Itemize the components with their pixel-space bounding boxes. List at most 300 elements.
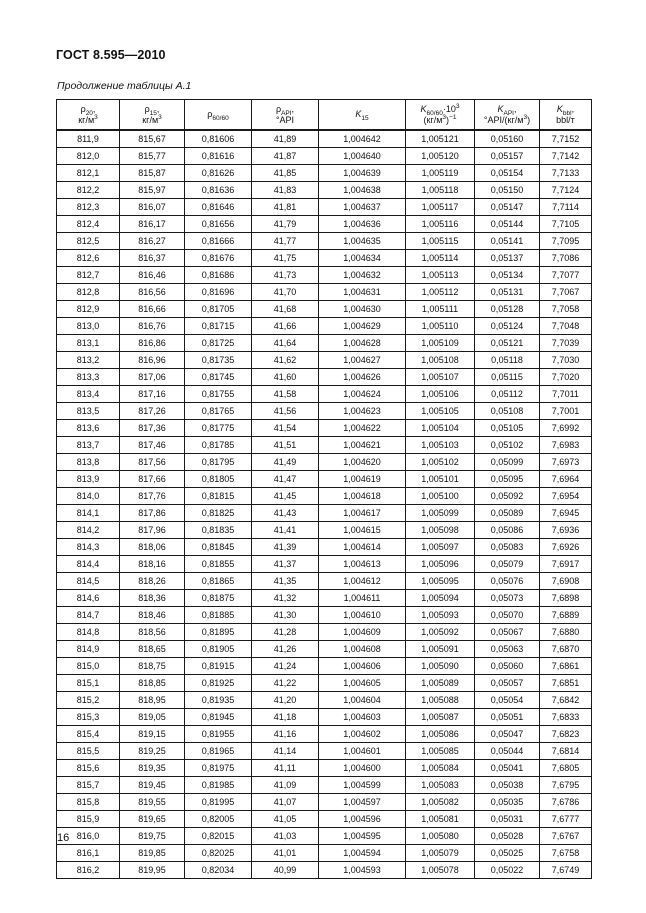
table-cell: 1,004618 xyxy=(319,488,406,505)
table-cell: 818,95 xyxy=(120,692,185,709)
table-cell: 1,004640 xyxy=(319,148,406,165)
table-cell: 815,87 xyxy=(120,165,185,182)
table-cell: 819,25 xyxy=(120,743,185,760)
table-cell: 813,8 xyxy=(57,454,120,471)
table-cell: 0,81745 xyxy=(185,369,252,386)
table-cell: 41,54 xyxy=(252,420,319,437)
table-cell: 815,5 xyxy=(57,743,120,760)
table-cell: 1,004608 xyxy=(319,641,406,658)
table-cell: 0,05105 xyxy=(475,420,540,437)
table-cell: 0,81705 xyxy=(185,301,252,318)
table-cell: 1,005080 xyxy=(406,828,475,845)
table-row xyxy=(57,505,592,522)
table-cell: 0,81925 xyxy=(185,675,252,692)
table-cell: 0,81775 xyxy=(185,420,252,437)
table-cell: 814,9 xyxy=(57,641,120,658)
table-row xyxy=(57,539,592,556)
table-cell: 0,05112 xyxy=(475,386,540,403)
table-cell: 0,05137 xyxy=(475,250,540,267)
table-row xyxy=(57,607,592,624)
table-cell: 41,64 xyxy=(252,335,319,352)
table-cell: 1,005088 xyxy=(406,692,475,709)
table-cell: 818,36 xyxy=(120,590,185,607)
column-header xyxy=(540,100,592,131)
table-cell: 7,6749 xyxy=(540,862,592,879)
header-symbol-line xyxy=(57,104,119,115)
table-cell: 41,75 xyxy=(252,250,319,267)
header-unit-sup: 3 xyxy=(158,113,162,121)
table-cell: 1,005093 xyxy=(406,607,475,624)
table-cell: 812,0 xyxy=(57,148,120,165)
table-cell: 7,6880 xyxy=(540,624,592,641)
table-cell: 7,7067 xyxy=(540,284,592,301)
table-cell: 818,26 xyxy=(120,573,185,590)
header-subscript: API xyxy=(503,109,514,117)
table-cell: 0,81755 xyxy=(185,386,252,403)
table-cell: 1,005117 xyxy=(406,199,475,216)
table-cell: 41,81 xyxy=(252,199,319,216)
table-cell: 813,4 xyxy=(57,386,120,403)
table-cell: 1,004605 xyxy=(319,675,406,692)
table-cell: 812,3 xyxy=(57,199,120,216)
table-cell: 1,005107 xyxy=(406,369,475,386)
table-row xyxy=(57,148,592,165)
table-cell: 7,6954 xyxy=(540,488,592,505)
table-cell: 7,6758 xyxy=(540,845,592,862)
table-cell: 41,56 xyxy=(252,403,319,420)
table-cell: 7,6795 xyxy=(540,777,592,794)
table-row xyxy=(57,352,592,369)
table-cell: 0,81735 xyxy=(185,352,252,369)
table-row xyxy=(57,130,592,148)
table-cell: 1,005118 xyxy=(406,182,475,199)
table-cell: 0,81845 xyxy=(185,539,252,556)
table-cell: 1,004611 xyxy=(319,590,406,607)
table-cell: 816,37 xyxy=(120,250,185,267)
table-cell: 0,05099 xyxy=(475,454,540,471)
table-cell: 1,005096 xyxy=(406,556,475,573)
table-cell: 0,05108 xyxy=(475,403,540,420)
table-cell: 0,81696 xyxy=(185,284,252,301)
header-symbol: ρ xyxy=(207,109,213,119)
table-cell: 0,05102 xyxy=(475,437,540,454)
header-symbol-line xyxy=(406,104,474,115)
table-cell: 41,66 xyxy=(252,318,319,335)
table-cell: 815,77 xyxy=(120,148,185,165)
table-cell: 1,004609 xyxy=(319,624,406,641)
table-cell: 7,7077 xyxy=(540,267,592,284)
table-row xyxy=(57,743,592,760)
header-tail: , xyxy=(92,103,96,114)
table-cell: 0,81825 xyxy=(185,505,252,522)
table-row xyxy=(57,692,592,709)
header-tail: ·10 xyxy=(442,103,456,114)
header-unit: (кг/м xyxy=(423,114,443,125)
table-cell: 0,05157 xyxy=(475,148,540,165)
table-cell: 7,7058 xyxy=(540,301,592,318)
table-cell: 0,05070 xyxy=(475,607,540,624)
table-cell: 0,05128 xyxy=(475,301,540,318)
table-cell: 41,60 xyxy=(252,369,319,386)
table-cell: 41,01 xyxy=(252,845,319,862)
table-cell: 1,004628 xyxy=(319,335,406,352)
table-cell: 0,81785 xyxy=(185,437,252,454)
table-cell: 41,11 xyxy=(252,760,319,777)
table-cell: 7,6767 xyxy=(540,828,592,845)
table-cell: 815,97 xyxy=(120,182,185,199)
header-unit: bbl/т xyxy=(556,114,575,125)
table-row xyxy=(57,454,592,471)
header-symbol-line xyxy=(252,104,318,115)
table-cell: 0,81815 xyxy=(185,488,252,505)
table-cell: 7,6861 xyxy=(540,658,592,675)
table-row xyxy=(57,573,592,590)
header-unit-line xyxy=(540,115,591,126)
table-row xyxy=(57,709,592,726)
table-cell: 1,005099 xyxy=(406,505,475,522)
table-cell: 1,004623 xyxy=(319,403,406,420)
table-cell: 819,55 xyxy=(120,794,185,811)
table-cell: 1,004626 xyxy=(319,369,406,386)
header-unit-line xyxy=(120,115,184,126)
table-cell: 0,05047 xyxy=(475,726,540,743)
table-row xyxy=(57,250,592,267)
header-subscript: bbl xyxy=(562,109,572,117)
header-unit: кг/м xyxy=(142,114,159,125)
table-cell: 0,81626 xyxy=(185,165,252,182)
table-cell: 817,56 xyxy=(120,454,185,471)
table-cell: 1,005087 xyxy=(406,709,475,726)
table-cell: 1,005100 xyxy=(406,488,475,505)
header-symbol: ρ xyxy=(80,103,86,114)
table-cell: 0,05073 xyxy=(475,590,540,607)
table-row xyxy=(57,301,592,318)
table-row xyxy=(57,794,592,811)
table-cell: 813,5 xyxy=(57,403,120,420)
table-cell: 814,4 xyxy=(57,556,120,573)
table-cell: 41,32 xyxy=(252,590,319,607)
table-cell: 818,46 xyxy=(120,607,185,624)
table-cell: 818,16 xyxy=(120,556,185,573)
table-cell: 7,6786 xyxy=(540,794,592,811)
table-cell: 0,05118 xyxy=(475,352,540,369)
table-cell: 1,005112 xyxy=(406,284,475,301)
table-cell: 7,7048 xyxy=(540,318,592,335)
table-cell: 815,4 xyxy=(57,726,120,743)
table-cell: 0,05095 xyxy=(475,471,540,488)
table-cell: 814,5 xyxy=(57,573,120,590)
table-row xyxy=(57,233,592,250)
table-cell: 817,86 xyxy=(120,505,185,522)
page-number: 16 xyxy=(57,832,70,844)
table-cell: 815,1 xyxy=(57,675,120,692)
table-cell: 0,81855 xyxy=(185,556,252,573)
table-cell: 1,005082 xyxy=(406,794,475,811)
header-unit-line xyxy=(252,115,318,126)
header-symbol-line xyxy=(185,109,251,120)
table-cell: 1,005094 xyxy=(406,590,475,607)
table-cell: 0,81666 xyxy=(185,233,252,250)
table-cell: 817,46 xyxy=(120,437,185,454)
table-cell: 1,004630 xyxy=(319,301,406,318)
table-cell: 815,6 xyxy=(57,760,120,777)
table-row xyxy=(57,199,592,216)
table-cell: 0,82015 xyxy=(185,828,252,845)
table-cell: 7,6851 xyxy=(540,675,592,692)
table-cell: 41,89 xyxy=(252,130,319,148)
table-cell: 1,004624 xyxy=(319,386,406,403)
table-cell: 41,22 xyxy=(252,675,319,692)
table-cell: 1,004620 xyxy=(319,454,406,471)
table-cell: 819,15 xyxy=(120,726,185,743)
table-cell: 0,81616 xyxy=(185,148,252,165)
header-unit-tail: ) xyxy=(527,114,531,125)
table-cell: 815,3 xyxy=(57,709,120,726)
table-cell: 816,17 xyxy=(120,216,185,233)
table-cell: 1,005113 xyxy=(406,267,475,284)
header-unit: кг/м xyxy=(78,114,95,125)
table-cell: 0,05160 xyxy=(475,130,540,148)
header-unit-sup: 3 xyxy=(442,113,447,121)
table-cell: 1,004621 xyxy=(319,437,406,454)
table-cell: 0,81686 xyxy=(185,267,252,284)
table-cell: 817,16 xyxy=(120,386,185,403)
table-cell: 816,0 xyxy=(57,828,120,845)
table-cell: 41,26 xyxy=(252,641,319,658)
table-cell: 1,004599 xyxy=(319,777,406,794)
table-cell: 817,66 xyxy=(120,471,185,488)
table-cell: 1,004642 xyxy=(319,130,406,148)
table-cell: 0,05144 xyxy=(475,216,540,233)
table-cell: 815,7 xyxy=(57,777,120,794)
table-cell: 1,005097 xyxy=(406,539,475,556)
header-tail: , xyxy=(571,103,575,114)
table-cell: 7,6814 xyxy=(540,743,592,760)
table-cell: 816,66 xyxy=(120,301,185,318)
header-symbol: K xyxy=(556,103,563,114)
table-cell: 0,81905 xyxy=(185,641,252,658)
table-cell: 41,73 xyxy=(252,267,319,284)
header-tail-sup: 3 xyxy=(455,102,460,110)
table-cell: 0,05121 xyxy=(475,335,540,352)
table-cell: 814,0 xyxy=(57,488,120,505)
table-cell: 0,05044 xyxy=(475,743,540,760)
table-row xyxy=(57,811,592,828)
table-cell: 819,35 xyxy=(120,760,185,777)
table-cell: 0,05057 xyxy=(475,675,540,692)
table-cell: 818,06 xyxy=(120,539,185,556)
table-cell: 7,6908 xyxy=(540,573,592,590)
table-cell: 41,03 xyxy=(252,828,319,845)
table-cell: 41,37 xyxy=(252,556,319,573)
table-cell: 812,4 xyxy=(57,216,120,233)
table-cell: 7,7020 xyxy=(540,369,592,386)
table-cell: 0,81646 xyxy=(185,199,252,216)
table-cell: 7,7086 xyxy=(540,250,592,267)
table-cell: 1,005111 xyxy=(406,301,475,318)
table-cell: 816,46 xyxy=(120,267,185,284)
column-header xyxy=(475,100,540,131)
table-cell: 0,81715 xyxy=(185,318,252,335)
table-cell: 0,81895 xyxy=(185,624,252,641)
table-cell: 1,005116 xyxy=(406,216,475,233)
table-row xyxy=(57,318,592,335)
table-cell: 41,14 xyxy=(252,743,319,760)
table-cell: 0,05115 xyxy=(475,369,540,386)
table-row xyxy=(57,335,592,352)
header-symbol-line xyxy=(120,104,184,115)
table-cell: 816,86 xyxy=(120,335,185,352)
table-cell: 41,70 xyxy=(252,284,319,301)
table-cell: 1,005089 xyxy=(406,675,475,692)
table-cell: 0,05031 xyxy=(475,811,540,828)
table-cell: 1,005114 xyxy=(406,250,475,267)
table-cell: 41,43 xyxy=(252,505,319,522)
table-cell: 41,62 xyxy=(252,352,319,369)
header-subscript: 60/60 xyxy=(426,109,443,117)
table-cell: 0,05041 xyxy=(475,760,540,777)
table-cell: 7,7011 xyxy=(540,386,592,403)
table-cell: 41,39 xyxy=(252,539,319,556)
table-cell: 1,004634 xyxy=(319,250,406,267)
table-cell: 0,05083 xyxy=(475,539,540,556)
table-row xyxy=(57,556,592,573)
table-cell: 1,004637 xyxy=(319,199,406,216)
table-cell: 41,18 xyxy=(252,709,319,726)
table-row xyxy=(57,624,592,641)
table-cell: 812,5 xyxy=(57,233,120,250)
table-cell: 1,005091 xyxy=(406,641,475,658)
table-cell: 1,004632 xyxy=(319,267,406,284)
table-cell: 817,96 xyxy=(120,522,185,539)
table-cell: 812,6 xyxy=(57,250,120,267)
table-cell: 0,81955 xyxy=(185,726,252,743)
table-cell: 814,3 xyxy=(57,539,120,556)
header-unit-sup: 3 xyxy=(94,113,98,121)
header-subscript: 15 xyxy=(149,109,157,117)
table-cell: 1,004622 xyxy=(319,420,406,437)
table-cell: 1,005105 xyxy=(406,403,475,420)
header-tail: , xyxy=(156,103,160,114)
table-cell: 813,2 xyxy=(57,352,120,369)
table-cell: 7,6945 xyxy=(540,505,592,522)
table-cell: 41,87 xyxy=(252,148,319,165)
table-cell: 0,81975 xyxy=(185,760,252,777)
table-cell: 1,005079 xyxy=(406,845,475,862)
table-cell: 1,004594 xyxy=(319,845,406,862)
table-cell: 7,6777 xyxy=(540,811,592,828)
header-unit: °API/(кг/м xyxy=(483,114,524,125)
table-cell: 1,005121 xyxy=(406,130,475,148)
table-cell: 0,81985 xyxy=(185,777,252,794)
header-subscript: 60/60 xyxy=(212,114,229,122)
table-cell: 815,9 xyxy=(57,811,120,828)
table-cell: 0,05022 xyxy=(475,862,540,879)
table-cell: 41,41 xyxy=(252,522,319,539)
table-cell: 1,004635 xyxy=(319,233,406,250)
table-cell: 814,2 xyxy=(57,522,120,539)
table-cell: 7,6889 xyxy=(540,607,592,624)
header-unit-tail-sup: −1 xyxy=(449,113,457,121)
table-cell: 1,004610 xyxy=(319,607,406,624)
header-symbol: K xyxy=(497,103,504,114)
table-cell: 7,6983 xyxy=(540,437,592,454)
table-cell: 0,05150 xyxy=(475,182,540,199)
table-cell: 816,76 xyxy=(120,318,185,335)
table-row xyxy=(57,590,592,607)
table-cell: 0,05038 xyxy=(475,777,540,794)
header-subscript: 20 xyxy=(85,109,93,117)
table-cell: 0,05147 xyxy=(475,199,540,216)
table-row xyxy=(57,437,592,454)
table-cell: 41,20 xyxy=(252,692,319,709)
table-cell: 41,09 xyxy=(252,777,319,794)
table-cell: 0,81965 xyxy=(185,743,252,760)
table-cell: 41,28 xyxy=(252,624,319,641)
table-cell: 818,85 xyxy=(120,675,185,692)
table-cell: 819,05 xyxy=(120,709,185,726)
table-cell: 819,45 xyxy=(120,777,185,794)
table-cell: 7,6917 xyxy=(540,556,592,573)
header-symbol: ρ xyxy=(144,103,150,114)
table-cell: 0,81915 xyxy=(185,658,252,675)
table-cell: 1,004602 xyxy=(319,726,406,743)
table-cell: 0,05079 xyxy=(475,556,540,573)
table-cell: 1,005098 xyxy=(406,522,475,539)
table-row xyxy=(57,726,592,743)
table-cell: 816,2 xyxy=(57,862,120,879)
table-cell: 0,05141 xyxy=(475,233,540,250)
table-cell: 815,8 xyxy=(57,794,120,811)
table-cell: 814,6 xyxy=(57,590,120,607)
table-cell: 1,004638 xyxy=(319,182,406,199)
table-cell: 1,004613 xyxy=(319,556,406,573)
table-cell: 1,005102 xyxy=(406,454,475,471)
table-cell: 0,81935 xyxy=(185,692,252,709)
table-cell: 1,005110 xyxy=(406,318,475,335)
table-cell: 7,7114 xyxy=(540,199,592,216)
table-cell: 7,7142 xyxy=(540,148,592,165)
table-cell: 40,99 xyxy=(252,862,319,879)
table-cell: 0,82034 xyxy=(185,862,252,879)
column-header xyxy=(406,100,475,131)
table-cell: 41,58 xyxy=(252,386,319,403)
table-row xyxy=(57,658,592,675)
table-cell: 0,05067 xyxy=(475,624,540,641)
table-cell: 816,07 xyxy=(120,199,185,216)
table-row xyxy=(57,369,592,386)
header-unit-tail: ) xyxy=(446,114,450,125)
table-cell: 7,6898 xyxy=(540,590,592,607)
table-cell: 819,95 xyxy=(120,862,185,879)
table-cell: 7,7152 xyxy=(540,130,592,148)
table-cell: 41,24 xyxy=(252,658,319,675)
header-symbol-line xyxy=(319,109,405,120)
table-cell: 1,004636 xyxy=(319,216,406,233)
column-header xyxy=(319,100,406,131)
table-cell: 1,004604 xyxy=(319,692,406,709)
column-header xyxy=(120,100,185,131)
table-row xyxy=(57,471,592,488)
table-body xyxy=(57,130,592,879)
table-cell: 41,47 xyxy=(252,471,319,488)
table-cell: 818,75 xyxy=(120,658,185,675)
table-cell: 0,81875 xyxy=(185,590,252,607)
table-cell: 812,7 xyxy=(57,267,120,284)
table-cell: 1,004627 xyxy=(319,352,406,369)
table-row xyxy=(57,488,592,505)
table-row xyxy=(57,267,592,284)
